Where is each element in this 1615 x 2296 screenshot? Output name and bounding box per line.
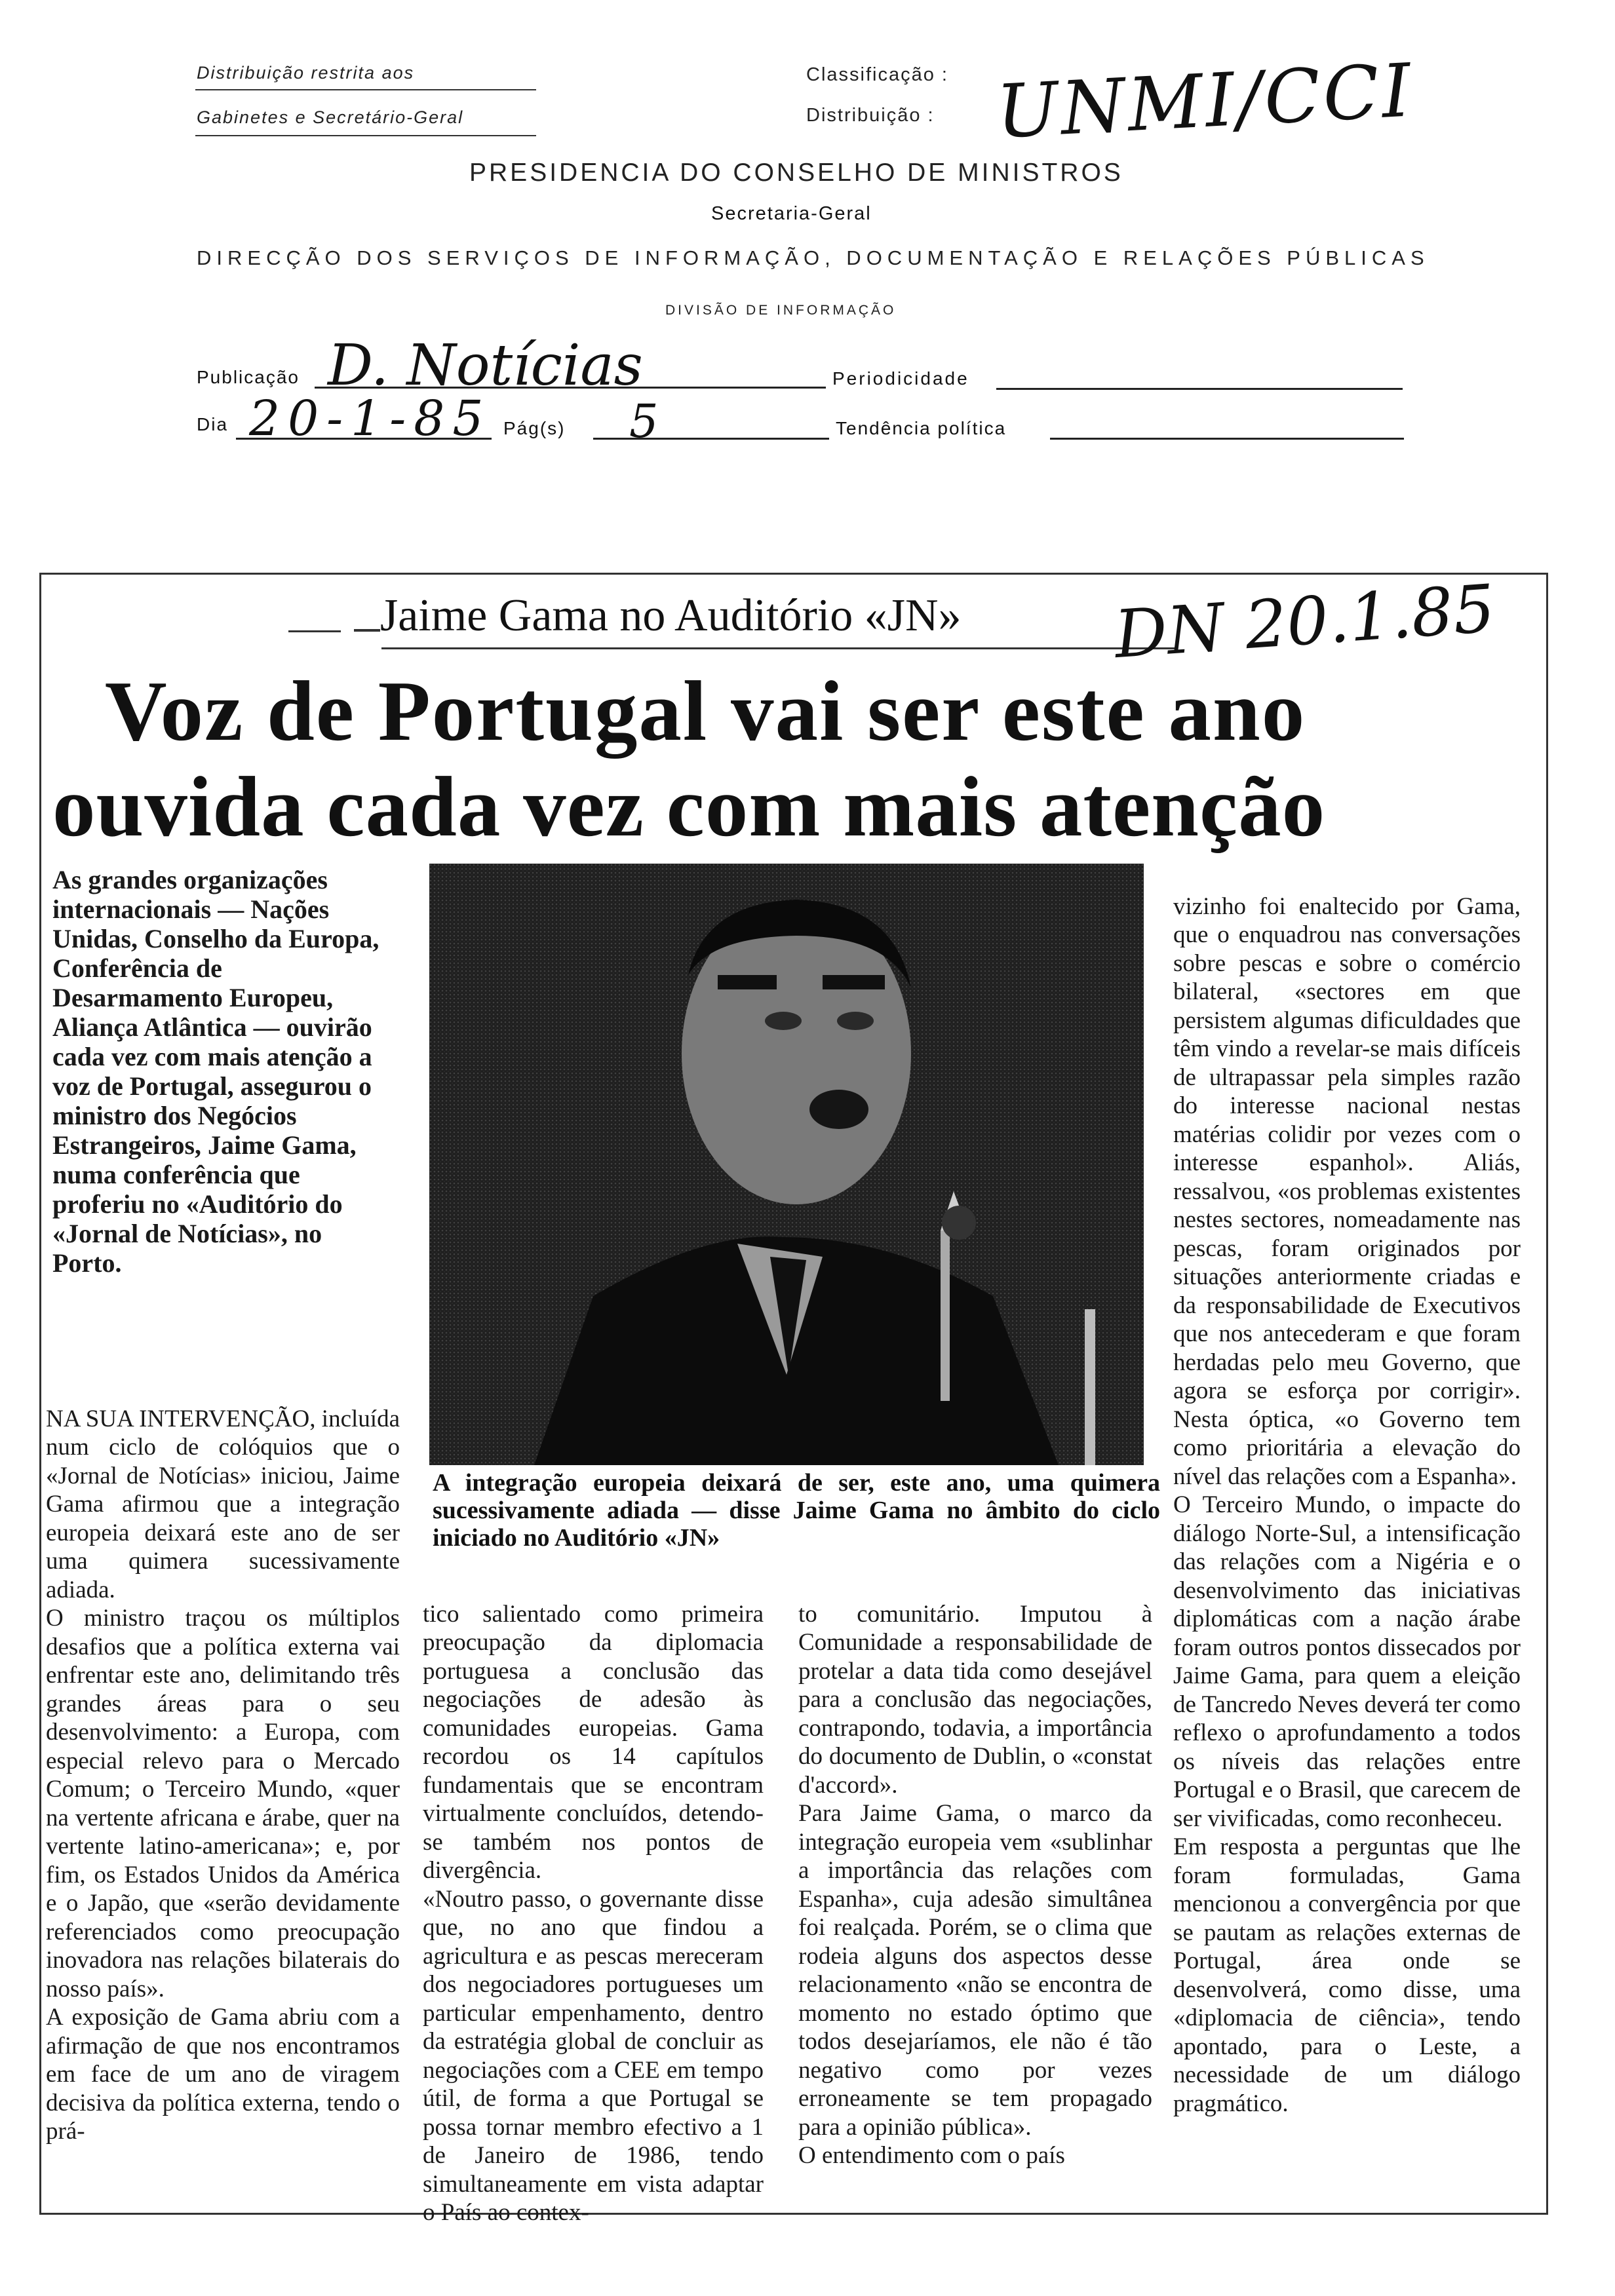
article-column-3 <box>798 1571 1152 2198</box>
article-column-2 <box>423 1571 764 2255</box>
kicker: Jaime Gama no Auditório «JN» <box>380 590 962 641</box>
divisao-line: DIVISÃO DE INFORMAÇÃO <box>665 303 897 318</box>
article-column-1 <box>52 865 393 1278</box>
handwritten-classification-code: UNMI/CCI <box>994 48 1416 155</box>
article-column-3-text: to comunitário. Imputou à Comunidade a responsabilidade de protelar a data tida como desejável para a conclusão das negociações, contrapondo, todavia, a importância do documento de Dublin, o «constat d'accord». Para Jaime Gama, o marco da integração europeia vem «sublinhar a importância das relações com Espanha», cuja adesão simultânea foi realçada. Porém, se o clima que rodeia alguns dos aspectos desse relacionamento «não se encontra de momento no estado óptimo que todos desejaríamos, ele não é tão negativo como por vezes erroneamente se tem propagado para a opinião pública». O entendimento com o país <box>798 1600 1152 2169</box>
direccao-line: DIRECÇÃO DOS SERVIÇOS DE INFORMAÇÃO, DOCUMENTAÇÃO E RELAÇÕES PÚBLICAS <box>197 246 1430 269</box>
pags-label: Pág(s) <box>503 418 566 438</box>
periodicidade-label: Periodicidade <box>832 368 969 389</box>
secretaria-label: Secretaria-Geral <box>711 203 872 224</box>
handwritten-date-note: DN 20.1.85 <box>1112 569 1498 674</box>
article-column-1-text: NA SUA INTERVENÇÃO, incluída num ciclo de colóquios que o «Jornal de Notícias» iniciou, Jaime Gama afirmou que a integração europeia deixará este ano de ser uma quimera sucessivamente adiada. O ministro traçou os múltiplos desafios que a política externa vai enfrentar este ano, delimitando três grandes áreas para o seu desenvolvimento: a Europa, com especial relevo para o Mercado Comum; o Terceiro Mundo, «quer na vertente africana e árabe, quer na vertente latino-americana»; e, por fim, os Estados Unidos da América e o Japão, que «serão devidamente referenciados como preocupação inovadora nas relações bilaterais do nosso país». A exposição de Gama abriu com a afirmação de que nos encontramos em face de um ano de viragem decisiva da política externa, tendo o prá- <box>46 1405 400 2145</box>
periodicidade-line <box>996 388 1403 390</box>
distribution-underline-2 <box>195 135 536 136</box>
article-column-2-text: tico salientado como primeira preocupação da diplomacia portuguesa a conclusão das negociações de adesão às comunidades europeias. Gama recordou os 14 capítulos fundamentais que se encontram virtualmente concluídos, detendo-se também nos pontos de divergência. «Noutro passo, o governante disse que, no ano que findou a agricultura e as pescas mereceram dos negociadores portugueses um particular empenhamento, dentro da estratégia global de concluir as negociações com a CEE em tempo útil, de forma a que Portugal se possa tornar membro efectivo a 1 de Janeiro de 1986, tendo simultaneamente em vista adaptar o País ao contex- <box>423 1600 764 2226</box>
distribution-note-line2: Gabinetes e Secretário-Geral <box>197 107 464 127</box>
distribution-note-line1: Distribuição restrita aos <box>197 63 415 83</box>
kicker-underline <box>381 647 1175 649</box>
dia-line <box>236 438 492 440</box>
distribuicao-label: Distribuição : <box>806 105 935 126</box>
kicker-dash-left-2 <box>354 629 380 632</box>
article-column-4 <box>1173 864 1521 2147</box>
tendencia-label: Tendência política <box>836 418 1007 438</box>
article-column-4-text: vizinho foi enaltecido por Gama, que o enquadrou nas conversações sobre pescas e sobre o comércio bilateral, «sectores em que persistem algumas dificuldades que têm vindo a revelar-se mais difíceis de ultrapassar pela simples razão do interesse nacional nestas matérias colidir por vezes com o interesse espanhol». Aliás, ressalvou, «os problemas existentes nestes sectores, nomeadamente nas pescas, foram originados por situações anteriormente criadas e da responsabilidade de Executivos que nos antecederam e que foram herdadas pelo meu Governo, que agora se esforça por corrigir». Nesta óptica, «o Governo tem como prioritária a elevação do nível das relações com a Espanha». O Terceiro Mundo, o impacte do diálogo Norte-Sul, a intensificação das relações com a Nigéria e o desenvolvimento das iniciativas diplomáticas com a nação árabe foram outros pontos dissecados por Jaime Gama, para quem a eleição de Tancredo Neves deverá ter como reflexo o aprofundamento a todos os níveis das relações entre Portugal e o Brasil, que carecem de ser vivificadas, como reconheceu. Em resposta a perguntas que lhe foram formuladas, Gama mencionou a convergência por que se pautam as relações externas de Portugal, área onde se desenvolverá, como disse, uma «diplomacia de ciência», tendo apontado, para o Leste, a necessidade de um diálogo pragmático. <box>1173 892 1521 2117</box>
headline-line-2: ouvida cada vez com mais atenção <box>52 759 1326 854</box>
dia-label: Dia <box>197 414 229 434</box>
article-column-1-body <box>46 1376 400 2174</box>
publicacao-value: D. Notícias <box>328 333 643 398</box>
article-lead: As grandes organizações internacionais — Nações Unidas, Conselho da Europa, Conferência de Desarmamento Europeu, Aliança Atlântica — ouvirão cada vez com mais atenção a voz de Portugal, assegurou o ministro dos Negócios Estrangeiros, Jaime Gama, numa conferência que proferiu no «Auditório do «Jornal de Notícias», no Porto. <box>52 865 379 1278</box>
kicker-dash-left <box>288 630 341 632</box>
headline-line-1: Voz de Portugal vai ser este ano <box>105 664 1306 759</box>
classificacao-label: Classificação : <box>806 64 948 85</box>
dia-value: 20-1-85 <box>249 391 492 447</box>
org-title: PRESIDENCIA DO CONSELHO DE MINISTROS <box>469 159 1123 187</box>
jaime-gama-photo <box>429 864 1144 1465</box>
publicacao-label: Publicação <box>197 367 300 387</box>
pags-value: 5 <box>629 394 659 448</box>
photo-caption: A integração europeia deixará de ser, este ano, uma quimera sucessivamente adiada — disse Jaime Gama no âmbito do ciclo iniciado no Auditório «JN» <box>433 1469 1160 1552</box>
publicacao-line <box>315 387 826 389</box>
tendencia-line <box>1050 438 1404 440</box>
photo-svg <box>429 864 1144 1465</box>
pags-line <box>593 438 829 440</box>
distribution-underline-1 <box>195 89 536 90</box>
